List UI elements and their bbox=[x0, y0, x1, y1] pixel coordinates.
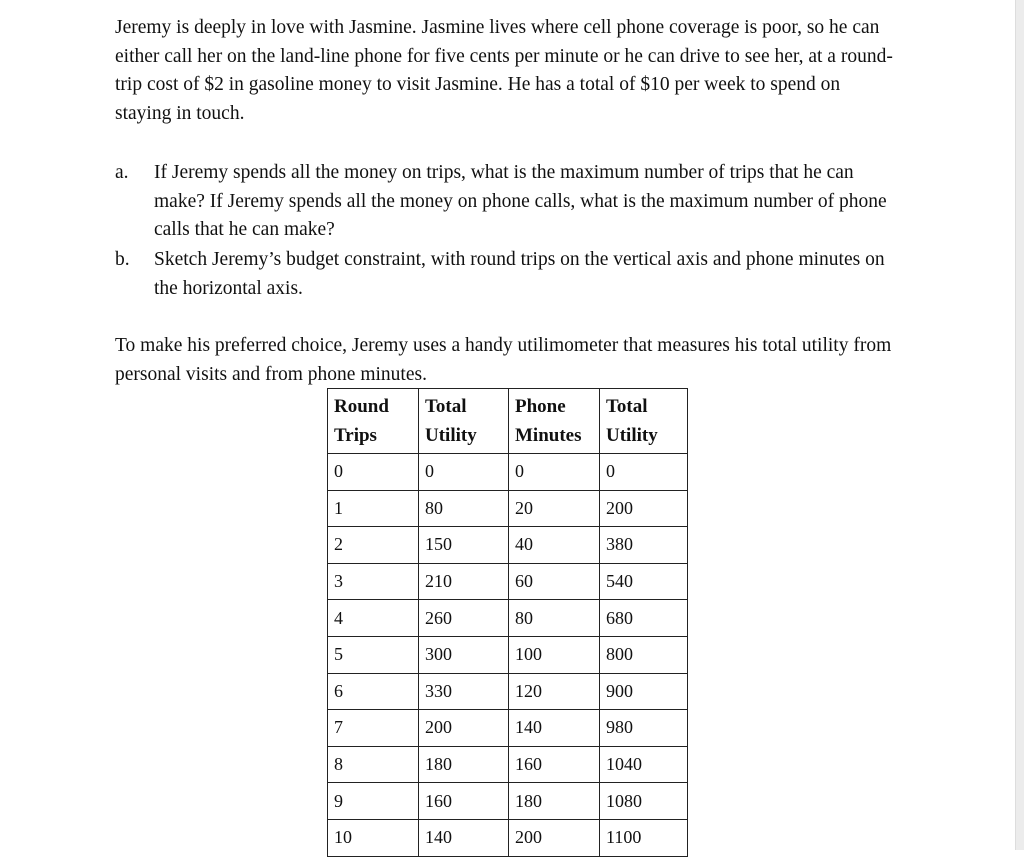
cell-phone-minutes: 0 bbox=[509, 454, 600, 491]
cell-phone-utility: 1080 bbox=[600, 783, 688, 820]
utility-table bbox=[327, 388, 688, 857]
intro-paragraph: Jeremy is deeply in love with Jasmine. Jasmine lives where cell phone coverage is poor, so he can either call her on the land-line phone for five cents per minute or he can drive to see her, at a round-trip cost of $2 in gasoline money to visit Jasmine. He has a total of $10 per week to spend on staying in touch. bbox=[115, 17, 893, 124]
cell-trips-utility: 180 bbox=[419, 746, 509, 783]
table-row bbox=[328, 673, 688, 710]
cell-phone-minutes: 200 bbox=[509, 819, 600, 856]
header-phone-minutes: Phone Minutes bbox=[509, 389, 600, 454]
cell-round-trips: 5 bbox=[328, 636, 419, 673]
page-edge bbox=[1015, 0, 1024, 850]
question-b-text: Sketch Jeremy’s budget constraint, with round trips on the vertical axis and phone minutes on the horizontal axis. bbox=[154, 249, 885, 299]
cell-phone-minutes: 160 bbox=[509, 746, 600, 783]
table-row bbox=[328, 783, 688, 820]
question-a-marker: a. bbox=[115, 162, 129, 183]
table-row bbox=[328, 710, 688, 747]
question-b bbox=[115, 246, 900, 303]
table-row bbox=[328, 563, 688, 600]
cell-trips-utility: 260 bbox=[419, 600, 509, 637]
cell-trips-utility: 210 bbox=[419, 563, 509, 600]
cell-phone-utility: 1100 bbox=[600, 819, 688, 856]
cell-trips-utility: 160 bbox=[419, 783, 509, 820]
cell-trips-utility: 140 bbox=[419, 819, 509, 856]
cell-phone-utility: 200 bbox=[600, 490, 688, 527]
cell-round-trips: 0 bbox=[328, 454, 419, 491]
cell-round-trips: 8 bbox=[328, 746, 419, 783]
cell-trips-utility: 80 bbox=[419, 490, 509, 527]
table-row bbox=[328, 746, 688, 783]
cell-phone-utility: 900 bbox=[600, 673, 688, 710]
cell-phone-minutes: 180 bbox=[509, 783, 600, 820]
cell-trips-utility: 300 bbox=[419, 636, 509, 673]
cell-phone-utility: 980 bbox=[600, 710, 688, 747]
cell-phone-minutes: 120 bbox=[509, 673, 600, 710]
cell-phone-minutes: 100 bbox=[509, 636, 600, 673]
cell-trips-utility: 330 bbox=[419, 673, 509, 710]
cell-round-trips: 4 bbox=[328, 600, 419, 637]
table-row bbox=[328, 819, 688, 856]
cell-phone-minutes: 20 bbox=[509, 490, 600, 527]
cell-round-trips: 3 bbox=[328, 563, 419, 600]
cell-trips-utility: 150 bbox=[419, 527, 509, 564]
question-b-marker: b. bbox=[115, 249, 130, 270]
header-phone-total-utility: Total Utility bbox=[600, 389, 688, 454]
cell-trips-utility: 0 bbox=[419, 454, 509, 491]
cell-phone-minutes: 140 bbox=[509, 710, 600, 747]
cell-trips-utility: 200 bbox=[419, 710, 509, 747]
cell-phone-utility: 1040 bbox=[600, 746, 688, 783]
table-row bbox=[328, 454, 688, 491]
transition-paragraph: To make his preferred choice, Jeremy uses a handy utilimometer that measures his total utility from personal visits and from phone minutes. bbox=[115, 335, 892, 385]
header-trips-total-utility: Total Utility bbox=[419, 389, 509, 454]
header-round-trips: Round Trips bbox=[328, 389, 419, 454]
table-row bbox=[328, 600, 688, 637]
question-a bbox=[115, 159, 900, 245]
cell-phone-minutes: 40 bbox=[509, 527, 600, 564]
table-header-row bbox=[328, 389, 688, 454]
cell-phone-utility: 380 bbox=[600, 527, 688, 564]
table-row bbox=[328, 490, 688, 527]
cell-phone-utility: 800 bbox=[600, 636, 688, 673]
table-row bbox=[328, 636, 688, 673]
cell-round-trips: 6 bbox=[328, 673, 419, 710]
cell-phone-minutes: 80 bbox=[509, 600, 600, 637]
cell-round-trips: 7 bbox=[328, 710, 419, 747]
cell-round-trips: 2 bbox=[328, 527, 419, 564]
cell-phone-utility: 0 bbox=[600, 454, 688, 491]
cell-round-trips: 10 bbox=[328, 819, 419, 856]
cell-phone-minutes: 60 bbox=[509, 563, 600, 600]
cell-round-trips: 1 bbox=[328, 490, 419, 527]
table-row bbox=[328, 527, 688, 564]
cell-phone-utility: 680 bbox=[600, 600, 688, 637]
cell-round-trips: 9 bbox=[328, 783, 419, 820]
cell-phone-utility: 540 bbox=[600, 563, 688, 600]
question-a-text: If Jeremy spends all the money on trips, what is the maximum number of trips that he can make? If Jeremy spends all the money on phone calls, what is the maximum number of phone calls that he can make? bbox=[154, 162, 887, 240]
